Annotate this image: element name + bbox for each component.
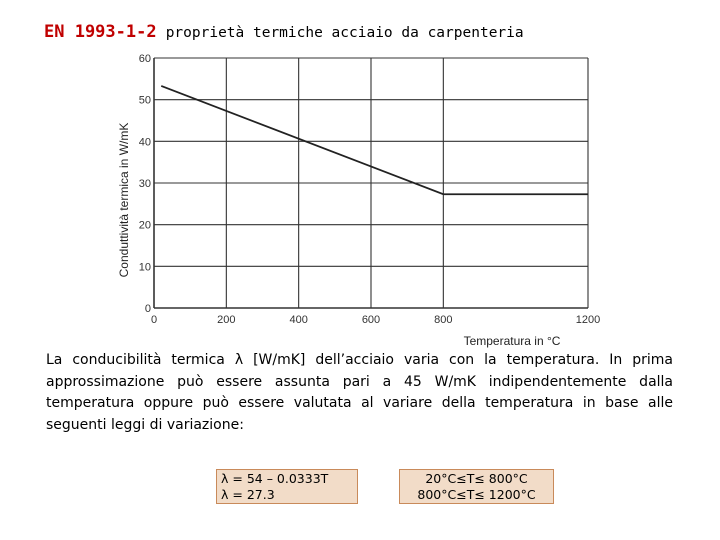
title-subtitle: proprietà termiche acciaio da carpenteria [165, 25, 524, 41]
range-1: 20°C≤T≤ 800°C [425, 471, 528, 486]
x-axis-label: Temperatura in °C [463, 334, 561, 348]
series-line [161, 86, 588, 194]
x-tick-label: 400 [289, 314, 308, 326]
range-box [399, 469, 554, 504]
y-tick-label: 40 [138, 136, 151, 149]
y-tick-label: 10 [138, 261, 151, 274]
x-tick-label: 0 [150, 314, 158, 326]
page-title [44, 22, 524, 42]
x-tick-label: 200 [217, 314, 236, 326]
y-tick-label: 30 [138, 178, 151, 190]
description-paragraph: La conducibilità termica λ [W/mK] dell’acciaio varia con la temperatura. In prima approssimazione può essere assunta pari a 45 W/mK indipendentemente dalla temperatura oppure può essere valutata al variare della temperatura in base alle seguenti leggi di variazione: [46, 352, 673, 433]
conductivity-chart [112, 48, 612, 348]
y-tick-label: 60 [138, 53, 151, 65]
y-tick-label: 50 [138, 94, 151, 107]
y-axis-label: Conduttività termica in W/mK [117, 122, 131, 278]
y-tick-label: 0 [144, 303, 151, 315]
y-tick-label: 20 [138, 219, 151, 232]
title-code: EN 1993-1-2 [44, 22, 157, 42]
formula-box [216, 469, 358, 504]
formula-2: λ = 27.3 [221, 487, 275, 502]
formula-1: λ = 54 – 0.0333T [221, 471, 329, 486]
range-2: 800°C≤T≤ 1200°C [417, 487, 536, 502]
x-tick-label: 800 [434, 314, 453, 326]
x-tick-label: 600 [361, 314, 381, 326]
x-tick-label: 1200 [575, 314, 601, 326]
